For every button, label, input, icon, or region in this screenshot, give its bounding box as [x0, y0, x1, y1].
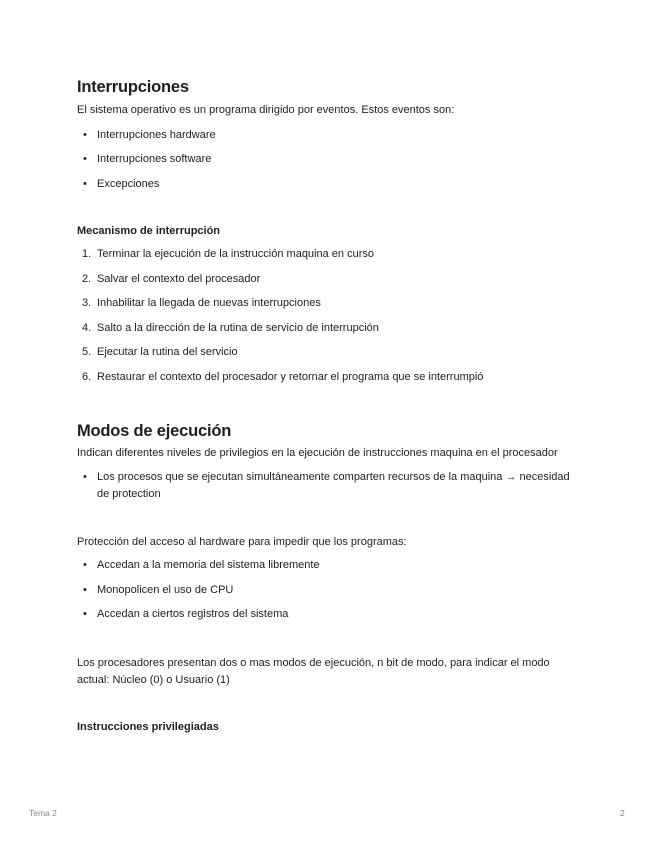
mechanism-steps	[77, 246, 582, 386]
list-item: • Monopolicen el uso de CPU	[77, 582, 582, 600]
section-title-modos: Modos de ejecución	[77, 422, 232, 440]
list-item: 6. Restaurar el contexto del procesador y retornar el programa que se interrumpió	[82, 370, 484, 383]
protection-list	[77, 557, 582, 624]
list-item: • Accedan a la memoria del sistema libremente	[77, 557, 582, 575]
list-item: • Los procesos que se ejecutan simultáneamente comparten recursos de la maquina → necesidad de protection	[77, 469, 582, 504]
footer-chapter: Tema 2	[29, 808, 57, 818]
list-item: • Excepciones	[77, 176, 582, 194]
list-item: • Interrupciones software	[77, 151, 582, 169]
events-list	[77, 127, 582, 194]
list-item: • Interrupciones hardware	[77, 127, 582, 145]
interrupciones-intro: El sistema operativo es un programa dirigido por eventos. Estos eventos son:	[77, 104, 455, 116]
modes-paragraph: Los procesadores presentan dos o mas modos de ejecución, n bit de modo, para indicar el modo actual: Núcleo (0) o Usuario (1)	[77, 656, 550, 686]
list-item: • Accedan a ciertos registros del sistema	[77, 606, 582, 624]
list-item: 5. Ejecutar la rutina del servicio	[82, 346, 238, 358]
list-item: 1. Terminar la ejecución de la instrucción maquina en curso	[82, 248, 374, 260]
list-item: 4. Salto a la dirección de la rutina de servicio de interrupción	[82, 321, 379, 334]
mechanism-heading: Mecanismo de interrupción	[77, 225, 221, 237]
document-page	[77, 76, 582, 735]
modos-list	[77, 469, 582, 504]
protection-intro: Protección del acceso al hardware para impedir que los programas:	[77, 535, 407, 548]
list-item: 3. Inhabilitar la llegada de nuevas interrupciones	[82, 297, 321, 309]
section-title-interrupciones: Interrupciones	[77, 78, 189, 96]
privileged-heading: Instrucciones privilegiadas	[77, 720, 219, 733]
modos-intro: Indican diferentes niveles de privilegios en la ejecución de instrucciones maquina en el procesador	[77, 447, 558, 459]
list-item: 2. Salvar el contexto del procesador	[82, 272, 261, 285]
footer-page-number: 2	[620, 808, 625, 818]
